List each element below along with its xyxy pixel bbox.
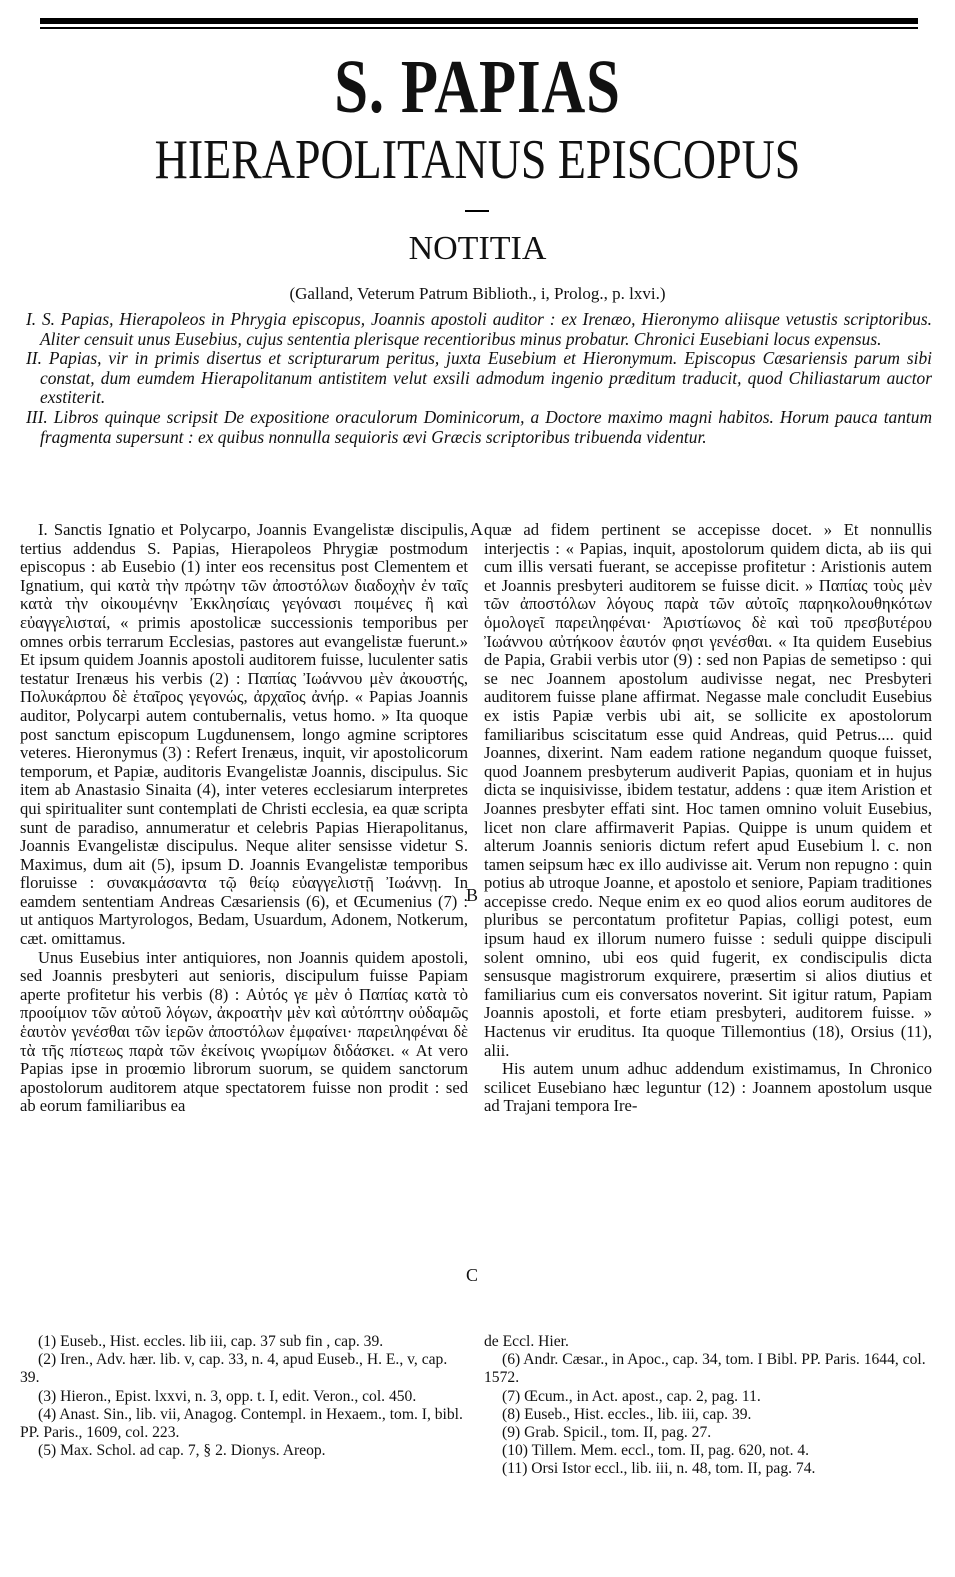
footnotes-left — [20, 1333, 468, 1460]
footnote: (7) Œcum., in Act. apost., cap. 2, pag. 11. — [502, 1387, 761, 1405]
footnote: (2) Iren., Adv. hær. lib. v, cap. 33, n. 4, apud Euseb., H. E., v, cap. 39. — [20, 1351, 448, 1387]
column-marker-b: B — [466, 885, 479, 905]
body-paragraph: His autem unum adhuc addendum existimamus, In Chronico scilicet Eusebiano hæc leguntur (12) : Joannem apostolum usque ad Trajani tempora Ire- — [484, 1059, 932, 1116]
column-marker-a: A — [470, 519, 483, 539]
body-paragraph: I. Sanctis Ignatio et Polycarpo, Joannis Evangelistæ discipulis, tertius addendus S. Papias, Hierapoleos Phrygiæ postmodum episcopus : ab Eusebio (1) inter eos recensitus post Clementem et Ignatium, qui κατὰ τὴν πρώτην τῶν ἀποστόλων διαδοχὴν ἐν ταῖς κατὰ τὴν οἰκουμένην Ἐκκλησίαις γεγόνασι ποιμένες ἢ καὶ εὐαγγελισταί, « primis apostolicæ successionis temporibus per omnes orbis terrarum Ecclesias, pastores aut evangelistæ fuerunt.» Et ipsum quidem Joannis apostoli auditorem fuisse, luculenter satis testatur Irenæus his verbis (2) : Παπίας Ἰωάννου μὲν ἀκουστής, Πολυκάρπου δὲ ἑταῖρος γεγονώς, ἀρχαῖος ἀνήρ. « Papias Joannis auditor, Polycarpi autem contubernalis, vetus homo. » Ita quoque post sanctum episcopum Lugdunensem, longo agmine scriptores veteres. Hieronymus (3) : Refert Irenæus, inquit, vir apostolicorum temporum, et Papiæ, auditoris Evangelistæ Joannis, discipulus. Sic item ab Anastasio Sinaita (4), inter veteres ecclesiarum interpretes qui spiritualiter sunt contemplati de Christi ecclesia, ea quæ scripta sunt de paradiso, annumeratur et celebris Papias Hierapolitanus, Joannis Evangelistæ discipulus. Neque aliter sensisse videtur S. Maximus, dum ait (5), ipsum D. Joannis Evangelistæ temporibus floruisse : συνακμάσαντα τῷ θείῳ εὐαγγελιστῇ Ἰωάννῃ. In eamdem sententiam Andreas Cæsariensis (6), et Œcumenius (7) : ut antiquos Martyrologos, Bedam, Usuardum, Adonem, Notkerum, cæt. omittamus. — [20, 520, 468, 949]
footnote: (4) Anast. Sin., lib. vii, Anagog. Contempl. in Hexaem., tom. I, bibl. PP. Paris., 1609, col. 223. — [20, 1405, 463, 1442]
body-paragraph: Unus Eusebius inter antiquiores, non Joannis quidem apostoli, sed Joannis presbyteri aut senioris, discipulum fuisse Papiam aperte profitetur his verbis (8) : Αὐτός γε μὲν ὁ Παπίας κατὰ τὸ προοίμιον τῶν αὐτοῦ λόγων, ἀκροατὴν μὲν καὶ αὐτόπτην οὐδαμῶς ἑαυτὸν γενέσθαι τῶν ἱερῶν ἀποστόλων ἐμφαίνει· παρειληφέναι δὲ τὰ τῆς πίστεως παρὰ τῶν ἐκείνοις γνωρίμων διδάσκει. « At vero Papias ipse in proœmio librorum suorum, se quidem sanctorum apostolorum auditorem atque spectatorem fuisse non prodit : sed ab eorum familiaribus ea — [20, 947, 468, 1116]
body-paragraph: quæ ad fidem pertinent se accepisse docet. » Et nonnullis interjectis : « Papias, inquit, apostolorum quidem dicta, ab iis qui cum illis versati fuerant, se accepisse profitetur : Aristionis autem et Joannis presbyteri auditorem se fuisse dicit. » Παπίας τοὺς μὲν τῶν ἀποστόλων λόγους παρὰ τῶν αὐτοῖς παρηκολουθηκότων ὁμολογεῖ παρειληφέναι· Ἀριστίωνος δὲ καὶ τοῦ πρεσβυτέρου Ἰωάννου αὐτήκοον ἑαυτόν φησι γενέσθαι. « Ita quidem Eusebius de Papia, Grabii verbis utor (9) : sed non Papias de semetipso : qui se nec Joannem apostolum audivisse negat, nec Presbyteri auditorem fuisse plane affirmat. Negasse male concludit Eusebius ex istis Papiæ verbis ubi ait, se sollicite ex apostolorum familiaribus sciscitatum esse quid Andreas, quid Petrus.... quid Joannes, dixerint. Nam eadem ratione negandum quoque fuisset, quod Joannem presbyterum audiverit Papias, quoniam et in hujus dicta se inquisivisse, ibidem testatur, addens : quæ item Aristion et Joannes presbyter effati sint. Hoc tamen omnino voluit Eusebius, licet non clare affirmaverit Papias. Quippe is unum quidem et alterum Joannis senioris dictum refert apud Eusebium l. c. non tamen seipsum hæc ex illo audivisse ait. Verum non repugno : quin potius ab utroque Joanne, et apostolo et seniore, Papiam traditiones accepisse credo. Neque enim ex eo quod alios eorum auditores de pluribus se percontatum profitetur Papias, colligi potest, eum ipsum haud ex illorum numero fuisse : seduli quippe discipuli solent omnino, ubi eos quid fugerit, ex condiscipulis dicta sensusque magistrorum exquirere, præsertim si alios diutius et familiarius cum eis conversatos noverint. Sit igitur ratum, Papiam Joannis apostoli, et forte etiam presbyteri, auditorem fuisse. » Hactenus vir eruditus. Ita quoque Tillemontius (18), Orsius (11), alii. — [484, 520, 932, 1060]
footnote: (9) Grab. Spicil., tom. II, pag. 27. — [502, 1424, 712, 1442]
page-title: S. PAPIAS — [334, 45, 621, 129]
footnote: (10) Tillem. Mem. eccl., tom. II, pag. 620, not. 4. — [502, 1442, 810, 1460]
footnotes-right — [484, 1333, 932, 1479]
footnote: (8) Euseb., Hist. eccles., lib. iii, cap. 39. — [502, 1405, 752, 1423]
footnote: (6) Andr. Cæsar., in Apoc., cap. 34, tom. I Bibl. PP. Paris. 1644, col. 1572. — [484, 1351, 926, 1387]
column-marker-c: C — [466, 1265, 479, 1285]
header-rule — [40, 18, 918, 24]
source-citation: (Galland, Veterum Patrum Biblioth., i, Prolog., p. lxvi.) — [289, 284, 666, 303]
summary-paragraph: II. Papias, vir in primis disertus et scripturarum peritus, juxta Eusebium et Hieronymum. Episcopus Cæsariensis parum sibi constat, dum eumdem Hierapolitanum antistitem velut exsili admodum ingenio præditum traducit, quod Chiliastarum auctor exstiterit. — [26, 348, 932, 408]
footnote: (3) Hieron., Epist. lxxvi, n. 3, opp. t. I, edit. Veron., col. 450. — [38, 1387, 417, 1405]
summary-block — [26, 310, 932, 447]
footnote: (5) Max. Schol. ad cap. 7, § 2. Dionys. Areop. — [38, 1442, 326, 1460]
header-rule-thin — [40, 27, 918, 29]
footnote: (11) Orsi Istor eccl., lib. iii, n. 48, tom. II, pag. 74. — [502, 1460, 816, 1478]
title-dash — [465, 210, 489, 212]
footnote: (1) Euseb., Hist. eccles. lib iii, cap. 37 sub fin , cap. 39. — [38, 1333, 384, 1350]
summary-paragraph: I. S. Papias, Hierapoleos in Phrygia episcopus, Joannis apostoli auditor : ex Irenæo, Hieronymo aliisque vetustis scriptoribus. Aliter censuit unus Eusebius, cujus sententia plerisque recentioribus minus probatur. Chronici Eusebiani locus expensus. — [26, 309, 932, 349]
section-heading: NOTITIA — [408, 230, 547, 267]
footnote: de Eccl. Hier. — [484, 1333, 569, 1350]
page-subtitle: HIERAPOLITANUS EPISCOPUS — [154, 129, 801, 191]
summary-paragraph: III. Libros quinque scripsit De expositione oraculorum Dominicorum, a Doctore maximo magni habitos. Horum pauca tantum fragmenta supersunt : ex quibus nonnulla sequioris ævi Græcis scriptoribus tribuenda videntur. — [26, 406, 932, 447]
left-column — [20, 521, 468, 1116]
right-column — [484, 521, 932, 1116]
